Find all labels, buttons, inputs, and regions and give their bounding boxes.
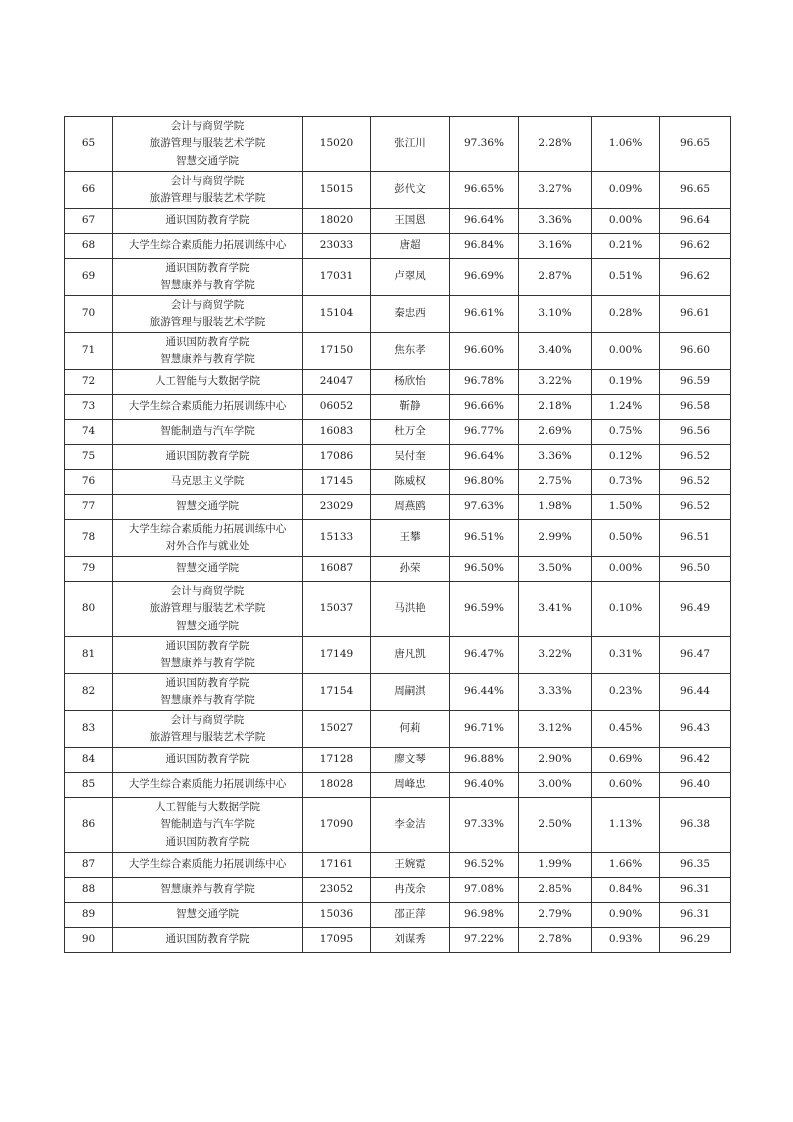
rate-1-cell: 97.08% — [450, 878, 519, 903]
employee-id-cell: 06052 — [303, 395, 371, 420]
table-row — [65, 928, 731, 953]
department-cell — [113, 117, 303, 172]
department-line: 大学生综合素质能力拓展训练中心 — [128, 858, 287, 871]
name-cell: 靳静 — [371, 395, 450, 420]
rate-2-cell: 3.12% — [519, 711, 592, 748]
score-cell: 96.31 — [660, 878, 731, 903]
rate-1-cell: 96.77% — [450, 420, 519, 445]
department-line: 通识国防教育学院 — [165, 933, 250, 946]
rate-1-cell: 96.78% — [450, 370, 519, 395]
department-line: 智慧交通学院 — [176, 154, 239, 167]
rank-cell: 86 — [65, 798, 113, 853]
rate-1-cell: 96.52% — [450, 853, 519, 878]
table-row — [65, 520, 731, 557]
score-cell: 96.49 — [660, 582, 731, 637]
rate-3-cell: 1.50% — [592, 495, 660, 520]
department-cell — [113, 928, 303, 953]
department-line: 会计与商贸学院 — [170, 298, 245, 311]
department-line: 智慧交通学院 — [176, 562, 239, 575]
employee-id-cell: 23033 — [303, 234, 371, 259]
score-cell: 96.43 — [660, 711, 731, 748]
rate-3-cell: 0.73% — [592, 470, 660, 495]
rate-3-cell: 0.23% — [592, 674, 660, 711]
department-line: 旅游管理与服装艺术学院 — [149, 731, 266, 743]
score-cell: 96.52 — [660, 445, 731, 470]
score-cell: 96.35 — [660, 853, 731, 878]
department-cell — [113, 903, 303, 928]
rate-1-cell: 96.51% — [450, 520, 519, 557]
name-cell: 陈威权 — [371, 470, 450, 495]
department-cell — [113, 520, 303, 557]
rate-3-cell: 0.31% — [592, 637, 660, 674]
name-cell: 周嗣淇 — [371, 674, 450, 711]
rate-2-cell: 2.28% — [519, 117, 592, 172]
name-cell: 周峰忠 — [371, 773, 450, 798]
table-row — [65, 234, 731, 259]
department-cell — [113, 773, 303, 798]
rank-cell: 82 — [65, 674, 113, 711]
rate-1-cell: 96.69% — [450, 259, 519, 296]
employee-id-cell: 17095 — [303, 928, 371, 953]
rate-2-cell: 3.41% — [519, 582, 592, 637]
rank-cell: 75 — [65, 445, 113, 470]
rank-cell: 74 — [65, 420, 113, 445]
rate-1-cell: 96.47% — [450, 637, 519, 674]
rate-1-cell: 96.65% — [450, 172, 519, 209]
name-cell: 杜万全 — [371, 420, 450, 445]
score-cell: 96.58 — [660, 395, 731, 420]
table-row — [65, 748, 731, 773]
rate-3-cell: 0.28% — [592, 296, 660, 333]
rate-2-cell: 2.18% — [519, 395, 592, 420]
name-cell: 唐凡凯 — [371, 637, 450, 674]
rank-cell: 70 — [65, 296, 113, 333]
rate-3-cell: 0.75% — [592, 420, 660, 445]
rate-2-cell: 3.00% — [519, 773, 592, 798]
table-row — [65, 878, 731, 903]
department-cell — [113, 637, 303, 674]
employee-id-cell: 24047 — [303, 370, 371, 395]
rate-1-cell: 96.98% — [450, 903, 519, 928]
rate-3-cell: 0.45% — [592, 711, 660, 748]
table-row — [65, 798, 731, 853]
employee-id-cell: 15020 — [303, 117, 371, 172]
employee-id-cell: 15133 — [303, 520, 371, 557]
name-cell: 廖文琴 — [371, 748, 450, 773]
score-cell: 96.62 — [660, 259, 731, 296]
department-line: 智慧交通学院 — [176, 500, 239, 513]
rate-3-cell: 0.51% — [592, 259, 660, 296]
name-cell: 李金洁 — [371, 798, 450, 853]
name-cell: 马洪艳 — [371, 582, 450, 637]
employee-id-cell: 17086 — [303, 445, 371, 470]
employee-id-cell: 23029 — [303, 495, 371, 520]
name-cell: 邵正萍 — [371, 903, 450, 928]
department-line: 智慧交通学院 — [176, 619, 239, 632]
ranking-table — [64, 116, 731, 953]
department-line: 旅游管理与服装艺术学院 — [149, 137, 266, 150]
rank-cell: 78 — [65, 520, 113, 557]
rate-2-cell: 3.40% — [519, 333, 592, 370]
rate-3-cell: 1.66% — [592, 853, 660, 878]
score-cell: 96.38 — [660, 798, 731, 853]
rate-3-cell: 0.12% — [592, 445, 660, 470]
table-row — [65, 773, 731, 798]
rate-2-cell: 3.10% — [519, 296, 592, 333]
department-cell — [113, 557, 303, 582]
name-cell: 唐超 — [371, 234, 450, 259]
employee-id-cell: 16083 — [303, 420, 371, 445]
rate-1-cell: 97.36% — [450, 117, 519, 172]
table-row — [65, 395, 731, 420]
rate-1-cell: 96.50% — [450, 557, 519, 582]
rate-3-cell: 0.84% — [592, 878, 660, 903]
score-cell: 96.40 — [660, 773, 731, 798]
department-cell — [113, 234, 303, 259]
department-line: 智能制造与汽车学院 — [160, 818, 255, 831]
table-row — [65, 172, 731, 209]
name-cell: 何莉 — [371, 711, 450, 748]
rate-3-cell: 0.00% — [592, 209, 660, 234]
score-cell: 96.59 — [660, 370, 731, 395]
department-line: 通识国防教育学院 — [165, 753, 250, 766]
score-cell: 96.42 — [660, 748, 731, 773]
score-cell: 96.60 — [660, 333, 731, 370]
department-line: 通识国防教育学院 — [165, 261, 250, 274]
department-line: 通识国防教育学院 — [165, 835, 250, 848]
department-line: 智慧交通学院 — [176, 908, 239, 921]
score-cell: 96.31 — [660, 903, 731, 928]
department-line: 大学生综合素质能力拓展训练中心 — [128, 400, 287, 413]
rate-1-cell: 97.63% — [450, 495, 519, 520]
rate-3-cell: 0.19% — [592, 370, 660, 395]
rank-cell: 81 — [65, 637, 113, 674]
rank-cell: 89 — [65, 903, 113, 928]
rank-cell: 87 — [65, 853, 113, 878]
rate-3-cell: 1.24% — [592, 395, 660, 420]
rate-2-cell: 2.90% — [519, 748, 592, 773]
score-cell: 96.51 — [660, 520, 731, 557]
table-row — [65, 333, 731, 370]
department-line: 旅游管理与服装艺术学院 — [149, 602, 266, 615]
employee-id-cell: 15036 — [303, 903, 371, 928]
score-cell: 96.29 — [660, 928, 731, 953]
rank-cell: 80 — [65, 582, 113, 637]
rate-2-cell: 3.36% — [519, 209, 592, 234]
department-cell — [113, 582, 303, 637]
department-cell — [113, 878, 303, 903]
rank-cell: 79 — [65, 557, 113, 582]
department-cell — [113, 395, 303, 420]
department-line: 智慧康养与教育学院 — [160, 657, 255, 669]
rate-2-cell: 3.22% — [519, 637, 592, 674]
rank-cell: 71 — [65, 333, 113, 370]
rate-3-cell: 0.00% — [592, 557, 660, 582]
score-cell: 96.50 — [660, 557, 731, 582]
department-line: 智能制造与汽车学院 — [160, 425, 255, 438]
rank-cell: 67 — [65, 209, 113, 234]
rate-2-cell: 2.75% — [519, 470, 592, 495]
table-row — [65, 557, 731, 582]
name-cell: 秦忠西 — [371, 296, 450, 333]
table-row — [65, 296, 731, 333]
name-cell: 王攀 — [371, 520, 450, 557]
department-line: 会计与商贸学院 — [170, 585, 245, 598]
department-cell — [113, 172, 303, 209]
department-cell — [113, 259, 303, 296]
rate-3-cell: 0.09% — [592, 172, 660, 209]
department-cell — [113, 798, 303, 853]
rate-3-cell: 0.50% — [592, 520, 660, 557]
rate-1-cell: 96.80% — [450, 470, 519, 495]
rate-3-cell: 0.69% — [592, 748, 660, 773]
department-cell — [113, 420, 303, 445]
rate-2-cell: 1.98% — [519, 495, 592, 520]
rate-3-cell: 1.13% — [592, 798, 660, 853]
department-line: 人工智能与大数据学院 — [155, 375, 260, 388]
employee-id-cell: 17145 — [303, 470, 371, 495]
name-cell: 冉茂余 — [371, 878, 450, 903]
name-cell: 王婉霓 — [371, 853, 450, 878]
score-cell: 96.64 — [660, 209, 731, 234]
employee-id-cell: 15104 — [303, 296, 371, 333]
rate-2-cell: 3.27% — [519, 172, 592, 209]
department-cell — [113, 711, 303, 748]
employee-id-cell: 23052 — [303, 878, 371, 903]
department-line: 通识国防教育学院 — [165, 639, 250, 652]
score-cell: 96.52 — [660, 470, 731, 495]
rate-3-cell: 0.21% — [592, 234, 660, 259]
department-line: 通识国防教育学院 — [165, 676, 250, 689]
table-row — [65, 637, 731, 674]
department-cell — [113, 748, 303, 773]
rate-3-cell: 0.90% — [592, 903, 660, 928]
employee-id-cell: 17150 — [303, 333, 371, 370]
rate-2-cell: 2.85% — [519, 878, 592, 903]
table-row — [65, 582, 731, 637]
score-cell: 96.61 — [660, 296, 731, 333]
department-line: 智慧康养与教育学院 — [160, 883, 255, 896]
score-cell: 96.65 — [660, 172, 731, 209]
department-cell — [113, 445, 303, 470]
rank-cell: 65 — [65, 117, 113, 172]
table-row — [65, 711, 731, 748]
department-line: 会计与商贸学院 — [170, 713, 245, 726]
name-cell: 孙荣 — [371, 557, 450, 582]
employee-id-cell: 17031 — [303, 259, 371, 296]
employee-id-cell: 18028 — [303, 773, 371, 798]
rate-2-cell: 1.99% — [519, 853, 592, 878]
rate-2-cell: 2.69% — [519, 420, 592, 445]
department-line: 智慧康养与教育学院 — [160, 694, 255, 706]
rate-2-cell: 3.22% — [519, 370, 592, 395]
department-line: 旅游管理与服装艺术学院 — [149, 316, 266, 328]
department-line: 马克思主义学院 — [170, 475, 245, 488]
rank-cell: 69 — [65, 259, 113, 296]
rank-cell: 72 — [65, 370, 113, 395]
department-line: 旅游管理与服装艺术学院 — [149, 192, 266, 204]
department-line: 智慧康养与教育学院 — [160, 279, 255, 291]
rank-cell: 77 — [65, 495, 113, 520]
rate-3-cell: 0.93% — [592, 928, 660, 953]
rate-1-cell: 96.44% — [450, 674, 519, 711]
department-cell — [113, 674, 303, 711]
table-row — [65, 259, 731, 296]
rate-3-cell: 0.00% — [592, 333, 660, 370]
rate-3-cell: 0.60% — [592, 773, 660, 798]
table-row — [65, 674, 731, 711]
score-cell: 96.44 — [660, 674, 731, 711]
score-cell: 96.62 — [660, 234, 731, 259]
employee-id-cell: 15015 — [303, 172, 371, 209]
employee-id-cell: 17154 — [303, 674, 371, 711]
department-line: 大学生综合素质能力拓展训练中心 — [128, 778, 287, 791]
department-cell — [113, 370, 303, 395]
rate-3-cell: 1.06% — [592, 117, 660, 172]
table-body — [65, 117, 731, 953]
employee-id-cell: 17161 — [303, 853, 371, 878]
rate-1-cell: 96.64% — [450, 209, 519, 234]
department-cell — [113, 470, 303, 495]
score-cell: 96.52 — [660, 495, 731, 520]
department-line: 大学生综合素质能力拓展训练中心 — [128, 239, 287, 252]
rate-1-cell: 97.33% — [450, 798, 519, 853]
rank-cell: 66 — [65, 172, 113, 209]
name-cell: 王国恩 — [371, 209, 450, 234]
table-row — [65, 370, 731, 395]
rate-1-cell: 96.40% — [450, 773, 519, 798]
score-cell: 96.56 — [660, 420, 731, 445]
rate-1-cell: 96.61% — [450, 296, 519, 333]
name-cell: 刘谋秀 — [371, 928, 450, 953]
department-line: 通识国防教育学院 — [165, 335, 250, 348]
rate-1-cell: 96.88% — [450, 748, 519, 773]
rank-cell: 68 — [65, 234, 113, 259]
department-line: 会计与商贸学院 — [170, 174, 245, 187]
department-line: 人工智能与大数据学院 — [155, 801, 260, 814]
department-cell — [113, 495, 303, 520]
table-row — [65, 209, 731, 234]
rate-1-cell: 96.64% — [450, 445, 519, 470]
name-cell: 焦东孝 — [371, 333, 450, 370]
rate-1-cell: 96.59% — [450, 582, 519, 637]
score-cell: 96.65 — [660, 117, 731, 172]
rate-2-cell: 2.99% — [519, 520, 592, 557]
rate-2-cell: 3.33% — [519, 674, 592, 711]
rate-3-cell: 0.10% — [592, 582, 660, 637]
employee-id-cell: 15037 — [303, 582, 371, 637]
rate-2-cell: 3.50% — [519, 557, 592, 582]
rank-cell: 85 — [65, 773, 113, 798]
table-row — [65, 495, 731, 520]
rate-1-cell: 97.22% — [450, 928, 519, 953]
rate-2-cell: 2.78% — [519, 928, 592, 953]
rate-2-cell: 2.87% — [519, 259, 592, 296]
rate-1-cell: 96.66% — [450, 395, 519, 420]
employee-id-cell: 15027 — [303, 711, 371, 748]
table-row — [65, 445, 731, 470]
employee-id-cell: 17149 — [303, 637, 371, 674]
rate-1-cell: 96.60% — [450, 333, 519, 370]
department-line: 通识国防教育学院 — [165, 450, 250, 463]
rate-2-cell: 3.36% — [519, 445, 592, 470]
rank-cell: 83 — [65, 711, 113, 748]
employee-id-cell: 17090 — [303, 798, 371, 853]
table-row — [65, 470, 731, 495]
employee-id-cell: 18020 — [303, 209, 371, 234]
employee-id-cell: 17128 — [303, 748, 371, 773]
rank-cell: 84 — [65, 748, 113, 773]
name-cell: 周燕鸥 — [371, 495, 450, 520]
rank-cell: 88 — [65, 878, 113, 903]
department-line: 会计与商贸学院 — [170, 120, 245, 133]
department-cell — [113, 296, 303, 333]
name-cell: 卢翠凤 — [371, 259, 450, 296]
score-cell: 96.47 — [660, 637, 731, 674]
name-cell: 杨欣怡 — [371, 370, 450, 395]
table-row — [65, 117, 731, 172]
department-cell — [113, 853, 303, 878]
employee-id-cell: 16087 — [303, 557, 371, 582]
rate-1-cell: 96.71% — [450, 711, 519, 748]
rate-2-cell: 2.50% — [519, 798, 592, 853]
rate-2-cell: 3.16% — [519, 234, 592, 259]
rate-2-cell: 2.79% — [519, 903, 592, 928]
table-row — [65, 903, 731, 928]
name-cell: 张江川 — [371, 117, 450, 172]
department-line: 对外合作与就业处 — [165, 540, 250, 552]
name-cell: 吴付奎 — [371, 445, 450, 470]
table-row — [65, 853, 731, 878]
department-cell — [113, 209, 303, 234]
rate-1-cell: 96.84% — [450, 234, 519, 259]
department-line: 大学生综合素质能力拓展训练中心 — [128, 522, 287, 535]
rank-cell: 73 — [65, 395, 113, 420]
name-cell: 彭代文 — [371, 172, 450, 209]
rank-cell: 76 — [65, 470, 113, 495]
department-line: 智慧康养与教育学院 — [160, 353, 255, 365]
department-cell — [113, 333, 303, 370]
table-row — [65, 420, 731, 445]
department-line: 通识国防教育学院 — [165, 214, 250, 227]
rank-cell: 90 — [65, 928, 113, 953]
